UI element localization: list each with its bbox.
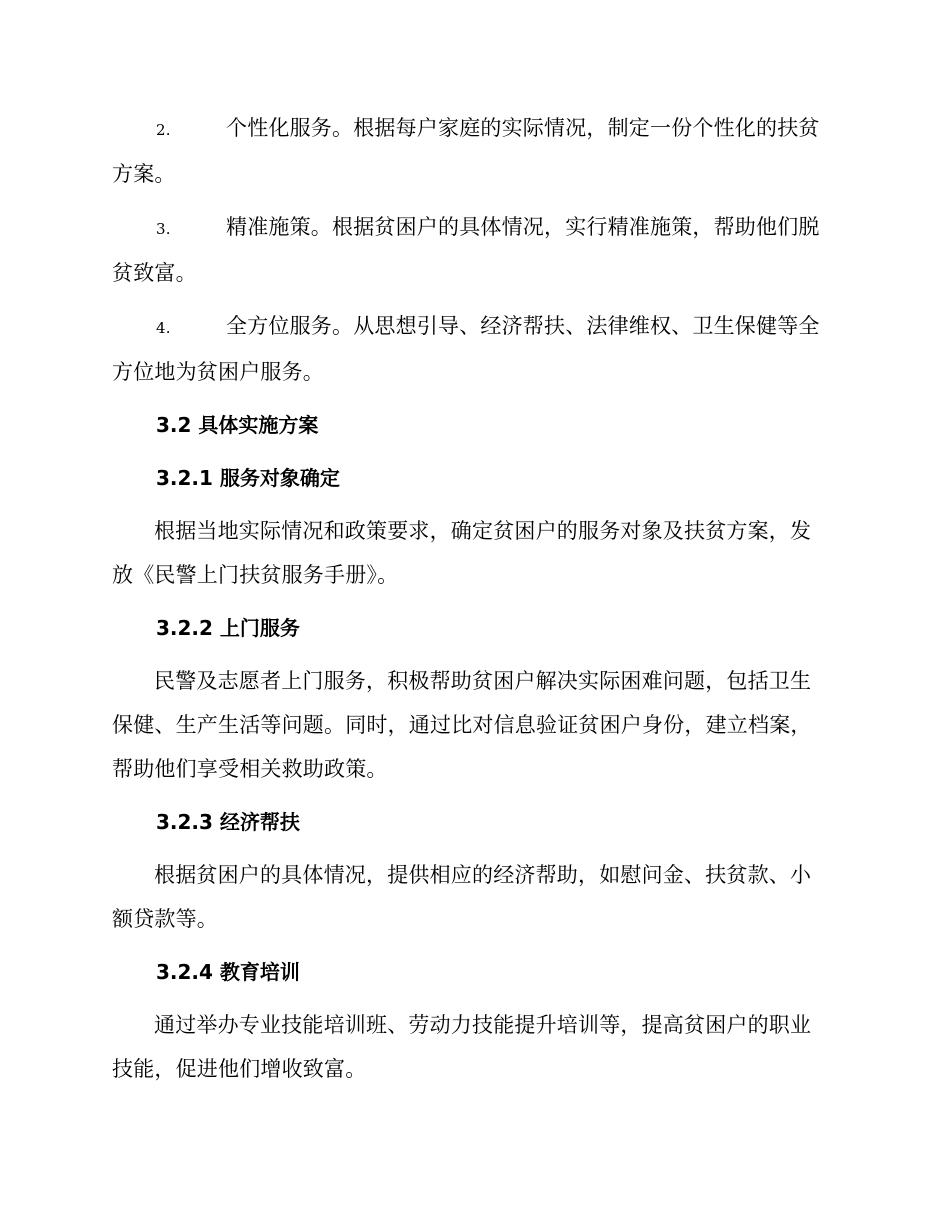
list-item-text: 精准施策。根据贫困户的具体情况，实行精准施策，帮助他们脱贫致富。 [112, 215, 820, 285]
section-heading-3-2: 3.2 具体实施方案 [156, 413, 319, 437]
section-heading-3-2-4: 3.2.4 教育培训 [156, 960, 300, 984]
section-body-3-2-1: 根据当地实际情况和政策要求，确定贫困户的服务对象及扶贫方案，发放《民警上门扶贫服务手册》。 [112, 519, 812, 587]
list-item [112, 205, 832, 295]
list-item-text: 全方位服务。从思想引导、经济帮扶、法律维权、卫生保健等全方位地为贫困户服务。 [112, 314, 820, 384]
list-item [112, 304, 832, 394]
section-heading-3-2-1: 3.2.1 服务对象确定 [156, 466, 340, 490]
list-item-number: 2. [156, 121, 171, 139]
list-item [112, 106, 832, 196]
section-body-3-2-4: 通过举办专业技能培训班、劳动力技能提升培训等，提高贫困户的职业技能，促进他们增收致富。 [112, 1013, 812, 1081]
section-body-3-2-2: 民警及志愿者上门服务，积极帮助贫困户解决实际困难问题，包括卫生保健、生产生活等问题。同时，通过比对信息验证贫困户身份，建立档案，帮助他们享受相关救助政策。 [112, 669, 812, 781]
document-content [112, 106, 832, 1100]
list-item-number: 4. [156, 319, 171, 337]
list-item-text: 个性化服务。根据每户家庭的实际情况，制定一份个性化的扶贫方案。 [112, 116, 820, 186]
section-body-3-2-3: 根据贫困户的具体情况，提供相应的经济帮助，如慰问金、扶贫款、小额贷款等。 [112, 863, 812, 931]
list-item-number: 3. [156, 220, 171, 238]
section-heading-3-2-2: 3.2.2 上门服务 [156, 616, 300, 640]
section-heading-3-2-3: 3.2.3 经济帮扶 [156, 810, 300, 834]
